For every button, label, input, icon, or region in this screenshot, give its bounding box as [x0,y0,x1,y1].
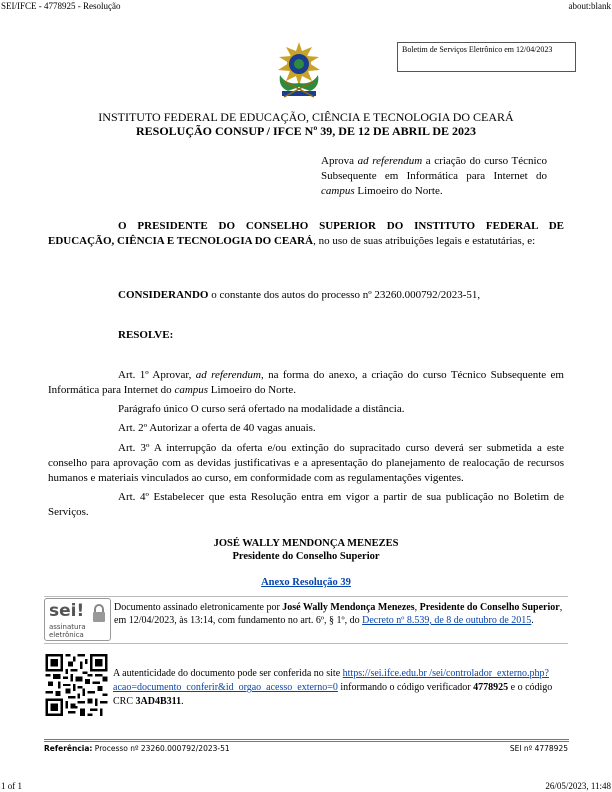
considerando: CONSIDERANDO o constante dos autos do processo nº 23260.000792/2023-51, [118,289,481,301]
preamble: O PRESIDENTE DO CONSELHO SUPERIOR DO INSTITUTO FEDERAL DE EDUCAÇÃO, CIÊNCIA E TECNOLOGIA DO CEARÁ, no uso de suas atribuições legais e estatutárias, e: [48,220,564,247]
resolve-heading: RESOLVE: [118,329,174,341]
seal-line-2: eletrônica [49,631,84,639]
sei-logo: sei! [49,601,85,621]
footer-sei-number: SEI nº 4778925 [509,744,568,753]
verify-link[interactable]: https://sei.ifce.edu.br /sei/controlador_externo.php?acao=documento_conferir&id_orgao_acesso_externo=0 [113,668,549,693]
footer-divider [44,739,569,742]
ementa: Aprova ad referendum a criação do curso Técnico Subsequente em Informática para Internet do campus Limoeiro do Norte. [321,155,547,197]
article-1: Art. 1º Aprovar, ad referendum, na forma do anexo, a criação do curso Técnico Subsequente em Informática para Internet do campus Limoeiro do Norte. [48,369,564,396]
lock-icon [91,603,107,623]
authenticity-statement: A autenticidade do documento pode ser conferida no site https://sei.ifce.edu.br /sei/controlador_externo.php?acao=documento_conferir&id_orgao_acesso_externo=0 informando o código verificador 4778925 e o código CRC 3AD4B311. [113,668,553,707]
seal-line-1: assinatura [49,623,86,631]
article-4: Art. 4º Estabelecer que esta Resolução entra em vigor a partir de sua publicação no Boletim de Serviços. [48,491,564,518]
document-title: RESOLUÇÃO CONSUP / IFCE Nº 39, DE 12 DE ABRIL DE 2023 [135,124,476,138]
footer-reference: Referência: Processo nº 23260.000792/2023-51 [44,744,230,753]
signed-statement: Documento assinado eletronicamente por José Wally Mendonça Menezes, Presidente do Conselho Superior, em 12/04/2023, às 13:14, com fundamento no art. 6º, § 1º, do Decreto nº 8.539, de 8 de outubro de 2015. [114,602,563,626]
decreto-link[interactable]: Decreto nº 8.539, de 8 de outubro de 2015 [362,615,532,626]
signatory-role: Presidente do Conselho Superior [232,551,380,562]
sei-seal [44,598,111,641]
print-header-url: about:blank [568,1,611,11]
print-header-title: SEI/IFCE - 4778925 - Resolução [1,1,121,11]
boletim-servicos-box: Boletim de Serviços Eletrônico em 12/04/2023 [397,42,576,72]
signatory-name: JOSÉ WALLY MENDONÇA MENEZES [213,538,399,549]
article-3: Art. 3º A interrupção da oferta e/ou extinção do supracitado curso deverá ser submetida a este conselho para aprovação com as devidas justificativas e a apresentação do planejamento de realocação de recursos humanos e materiais vinculados ao curso, em conformidade com as regulamentações vigentes. [48,442,564,484]
anexo-link[interactable]: Anexo Resolução 39 [261,577,351,588]
article-2: Art. 2º Autorizar a oferta de 40 vagas anuais. [118,422,316,434]
print-footer-date: 26/05/2023, 11:48 [545,781,611,791]
print-footer-page: 1 of 1 [1,781,22,791]
institution-name: INSTITUTO FEDERAL DE EDUCAÇÃO, CIÊNCIA E TECNOLOGIA DO CEARÁ [98,110,514,124]
brazil-coat-of-arms-icon [274,41,324,99]
paragrafo-unico: Parágrafo único O curso será ofertado na modalidade a distância. [118,403,405,415]
qr-code-icon [44,654,109,716]
